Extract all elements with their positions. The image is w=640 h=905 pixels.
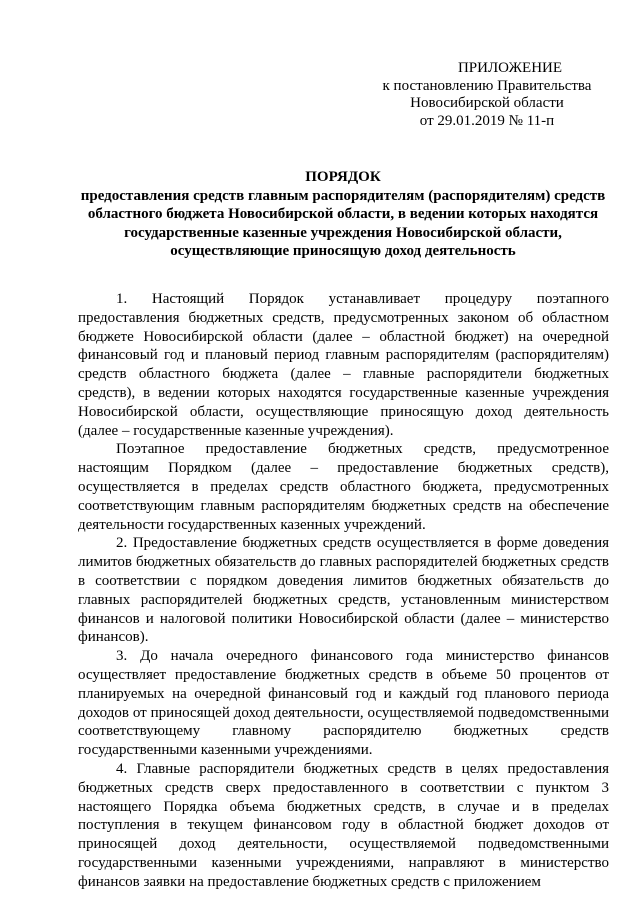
document-title-block <box>78 168 608 261</box>
paragraph-1: 1. Настоящий Порядок устанавливает процедуру поэтапного предоставления бюджетных средств, предусмотренных законом об областном бюджете Новосибирской области (далее – областной бюджет) на очередной финансовый год и плановый период главным распорядителям (распорядителям) средств областного бюджета (далее – главные распорядители бюджетных средств), в ведении которых находятся государственные казенные учреждения Новосибирской области, осуществляющие приносящую доход деятельность (далее – государственные казенные учреждения). <box>78 291 609 439</box>
document-subtitle-line: областного бюджета Новосибирской области, в ведении которых находятся <box>87 206 599 222</box>
appendix-line-region: Новосибирской области <box>410 95 564 111</box>
paragraph-2: 2. Предоставление бюджетных средств осуществляется в форме доведения лимитов бюджетных обязательств до главных распорядителей бюджетных средств в соответствии с порядком доведения лимитов бюджетных обязательств до главных распорядителей бюджетных средств, установленным министерством финансов и налоговой политики Новосибирской области (далее – министерство финансов). <box>78 535 609 646</box>
appendix-header <box>380 60 594 130</box>
document-subtitle-line: осуществляющие приносящую доход деятельность <box>170 243 516 259</box>
paragraph-3: 3. До начала очередного финансового года министерство финансов осуществляет предоставление бюджетных средств в объеме 50 процентов от планируемых на очередной финансовый год и каждый год планового периода доходов от приносящей доход деятельности, осуществляемой подведомственными соответствующему главному распорядителю бюджетных средств государственными казенными учреждениями. <box>78 648 609 759</box>
paragraph-1-continuation: Поэтапное предоставление бюджетных средств, предусмотренное настоящим Порядком (далее – предоставление бюджетных средств), осуществляется в пределах средств областного бюджета, предусмотренных соответствующим главным распорядителям бюджетных средств на обеспечение деятельности государственных казенных учреждений. <box>78 441 609 533</box>
document-subtitle-line: предоставления средств главным распорядителям (распорядителям) средств <box>80 187 606 204</box>
appendix-line-resolution: к постановлению Правительства <box>382 77 592 94</box>
document-title: ПОРЯДОК <box>305 169 381 185</box>
appendix-title: ПРИЛОЖЕНИЕ <box>457 60 563 76</box>
appendix-line-date: от 29.01.2019 № 11-п <box>419 112 555 129</box>
document-body <box>78 290 609 892</box>
document-subtitle-line: государственные казенные учреждения Новосибирской области, <box>124 224 562 241</box>
paragraph-4: 4. Главные распорядители бюджетных средств в целях предоставления бюджетных средств сверх предоставленного в соответствии с пунктом 3 настоящего Порядка объема бюджетных средств, в случае и в пределах поступления в текущем финансовом году в областной бюджет доходов от приносящей доход деятельности, осуществляемой подведомственными государственными казенными учреждениями, направляют в министерство финансов заявки на предоставление бюджетных средств с приложением <box>78 760 609 890</box>
